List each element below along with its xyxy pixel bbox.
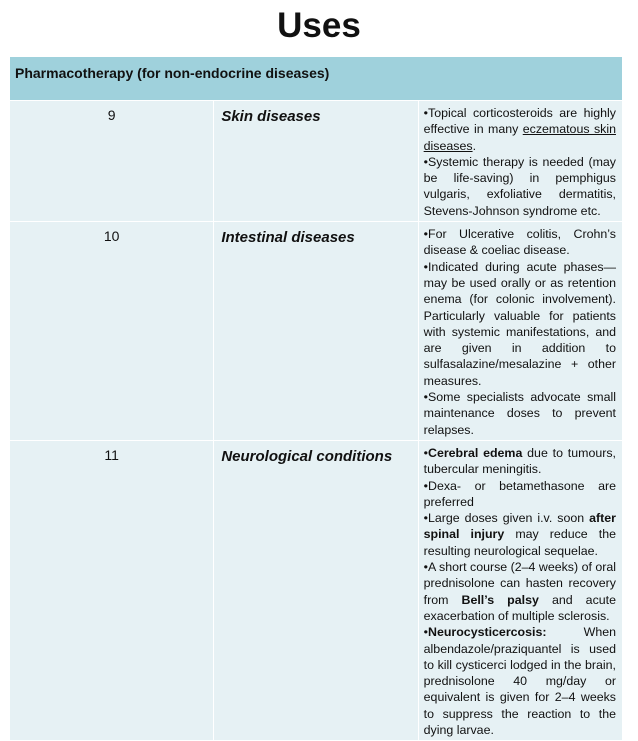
description-line: •Large doses given i.v. soon after spinal injury may reduce the resulting neurological sequelae.: [423, 511, 616, 558]
slide-title: Uses: [277, 6, 361, 45]
description-line: •Some specialists advocate small maintenance doses to prevent relapses.: [423, 390, 616, 437]
table-header: Pharmacotherapy (for non-endocrine diseases): [10, 57, 623, 101]
description-line: •Cerebral edema due to tumours, tubercular meningitis.: [423, 445, 616, 477]
row-topic: Skin diseases: [214, 101, 418, 222]
description-line: •For Ulcerative colitis, Crohn’s disease & coeliac disease.: [423, 227, 616, 258]
row-topic: Intestinal diseases: [214, 222, 418, 441]
uses-table: [9, 56, 623, 741]
row-number: 10: [10, 222, 214, 441]
row-number: 9: [10, 101, 214, 222]
description-line: •Systemic therapy is needed (may be life-saving) in pemphigus vulgaris, exfoliative dermatitis, Stevens-Johnson syndrome etc.: [423, 154, 616, 218]
description-line: •Indicated during acute phases—may be used orally or as retention enema (for colonic involvement). Particularly valuable for patients with systemic manifestations, and are given in addition to sulfasalazine/mesalazine + other measures.: [423, 259, 616, 388]
row-description: [418, 440, 622, 740]
row-topic: Neurological conditions: [214, 440, 418, 740]
table-row: [10, 222, 623, 441]
row-description: [418, 101, 622, 222]
description-line: •Neurocysticercosis: When albendazole/praziquantel is used to kill cysticerci lodged in the brain, prednisolone 40 mg/day or equivalent is given for 2–4 weeks to suppress the reaction to the dying larvae.: [423, 625, 616, 737]
table-header-row: [10, 57, 623, 101]
description-line: •A short course (2–4 weeks) of oral prednisolone can hasten recovery from Bell’s palsy and acute exacerbation of multiple sclerosis.: [423, 560, 617, 623]
row-number: 11: [10, 440, 214, 740]
table-row: [10, 101, 623, 222]
table-row: [10, 440, 623, 740]
description-line: •Dexa- or betamethasone are preferred: [423, 478, 616, 509]
row-description: [418, 222, 622, 441]
description-line: •Topical corticosteroids are highly effective in many eczematous skin diseases.: [423, 106, 616, 153]
